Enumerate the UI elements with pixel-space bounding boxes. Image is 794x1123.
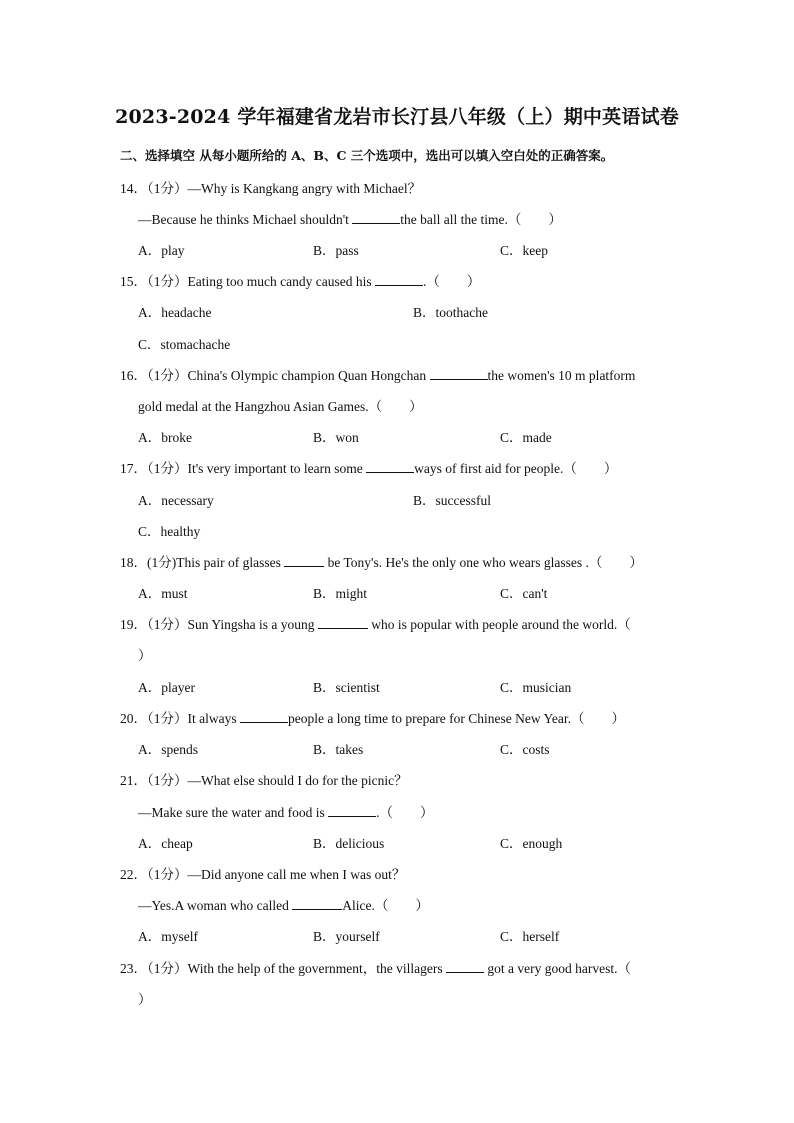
question-stem: —What else should I do for the picnic？	[187, 773, 408, 788]
question-number: 18．(1分)	[120, 555, 177, 570]
option-b: B．successful	[413, 493, 491, 508]
question-16-continued: gold medal at the Hangzhou Asian Games.（ ）	[138, 399, 423, 414]
question-number: 14．（1分）	[120, 181, 188, 196]
question-19: 19．（1分）Sun Yingsha is a young who is popular with people around the world.（	[120, 617, 631, 632]
option-c: C．herself	[500, 929, 560, 944]
question-14-answer-line: —Because he thinks Michael shouldn't the ball all the time.（ ）	[138, 212, 562, 227]
question-number: 19．（1分）	[120, 617, 188, 632]
blank	[318, 618, 368, 629]
blank	[430, 369, 488, 380]
blank	[240, 712, 288, 723]
option-b: B．won	[313, 430, 359, 445]
question-number: 21．（1分）	[120, 773, 188, 788]
option-c: C．stomachache	[138, 337, 231, 352]
question-number: 20．（1分）	[120, 711, 188, 726]
question-number: 22．（1分）	[120, 867, 188, 882]
blank	[284, 556, 324, 567]
option-b: B．yourself	[313, 929, 380, 944]
question-number: 23．（1分）	[120, 961, 188, 976]
option-b: B．scientist	[313, 680, 380, 695]
blank	[446, 962, 484, 973]
option-c: C．made	[500, 430, 552, 445]
option-c: C．keep	[500, 243, 548, 258]
question-16: 16．（1分）China's Olympic champion Quan Hongchan the women's 10 m platform	[120, 368, 636, 383]
option-c: C．enough	[500, 836, 563, 851]
question-17: 17．（1分）It's very important to learn some ways of first aid for people.（ ）	[120, 461, 618, 476]
question-number: 16．（1分）	[120, 368, 188, 383]
option-c: C．healthy	[138, 524, 201, 539]
option-a: A．myself	[138, 929, 198, 944]
option-b: B．toothache	[413, 305, 488, 320]
option-c: C．musician	[500, 680, 572, 695]
question-22	[120, 863, 680, 883]
blank	[352, 213, 400, 224]
question-23-continued: ）	[138, 992, 152, 1007]
option-c: C．costs	[500, 742, 550, 757]
blank	[366, 462, 414, 473]
blank	[292, 899, 342, 910]
question-stem: —Did anyone call me when I was out？	[187, 867, 406, 882]
option-a: A．headache	[138, 305, 212, 320]
question-15: 15．（1分）Eating too much candy caused his .（ ）	[120, 274, 481, 289]
question-22-answer-line: —Yes.A woman who called Alice.（ ）	[138, 898, 429, 913]
question-stem: —Why is Kangkang angry with Michael？	[187, 181, 422, 196]
blank	[375, 275, 423, 286]
blank	[328, 806, 376, 817]
question-21-answer-line: —Make sure the water and food is .（ ）	[138, 805, 434, 820]
option-a: A．play	[138, 243, 185, 258]
option-b: B．delicious	[313, 836, 385, 851]
option-a: A．spends	[138, 742, 198, 757]
question-number: 15．（1分）	[120, 274, 188, 289]
question-19-continued: ）	[138, 648, 152, 663]
exam-title: 2023-2024 学年福建省龙岩市长汀县八年级（上）期中英语试卷	[115, 106, 679, 128]
option-b: B．might	[313, 586, 368, 601]
option-a: A．cheap	[138, 836, 193, 851]
option-a: A．player	[138, 680, 195, 695]
question-23: 23．（1分）With the help of the government，the villagers got a very good harvest.（	[120, 961, 631, 976]
question-18: 18．(1分)This pair of glasses be Tony's. He's the only one who wears glasses .（ ）	[120, 555, 643, 570]
option-b: B．pass	[313, 243, 359, 258]
question-14	[120, 177, 680, 197]
option-a: A．necessary	[138, 493, 214, 508]
option-a: A．broke	[138, 430, 192, 445]
question-21	[120, 769, 680, 789]
question-number: 17．（1分）	[120, 461, 188, 476]
option-c: C．can't	[500, 586, 548, 601]
option-a: A．must	[138, 586, 188, 601]
option-b: B．takes	[313, 742, 364, 757]
question-20: 20．（1分）It always people a long time to prepare for Chinese New Year.（ ）	[120, 711, 626, 726]
section-heading: 二、选择填空 从每小题所给的 A、B、C 三个选项中，选出可以填入空白处的正确答案。	[120, 148, 614, 163]
